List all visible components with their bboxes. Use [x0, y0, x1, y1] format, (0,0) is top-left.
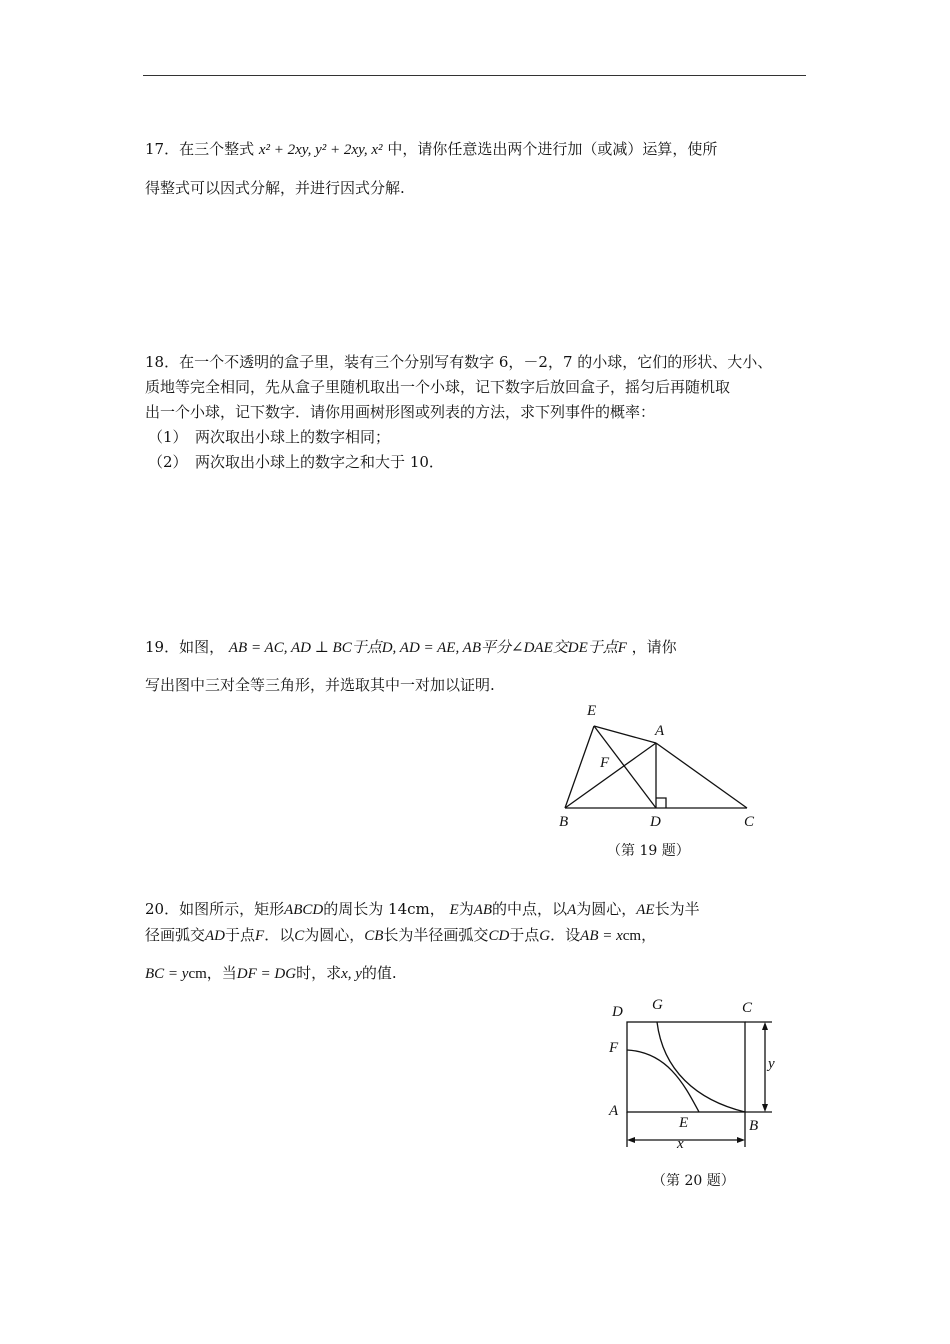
q19-figure	[540, 695, 780, 840]
q20-line2: 径画弧交AD于点F．以C为圆心，CB长为半径画弧交CD于点G．设AB = xcm，	[145, 926, 657, 944]
label-a: A	[609, 1103, 619, 1119]
y-arrow-bottom	[762, 1104, 768, 1112]
q18-line2: 质地等完全相同，先从盒子里随机取出一个小球，记下数字后放回盒子，摇匀后再随机取	[145, 378, 731, 396]
label-e: E	[587, 703, 597, 719]
segment-ac	[656, 743, 747, 808]
q18-line3: 出一个小球，记下数字．请你用画树形图或列表的方法，求下列事件的概率：	[145, 403, 656, 421]
q18-item2: （2） 两次取出小球上的数字之和大于 10．	[148, 453, 444, 471]
right-angle-mark	[656, 798, 666, 808]
label-a: A	[655, 723, 665, 739]
label-d: D	[612, 1004, 623, 1020]
q17-lead: 17．在三个整式	[145, 140, 255, 158]
x-arrow-right	[737, 1137, 745, 1143]
q20-line3: BC = ycm，当DF = DG时，求x, y的值.	[145, 964, 397, 982]
y-arrow-top	[762, 1022, 768, 1030]
label-c: C	[744, 814, 755, 830]
header-rule	[143, 75, 806, 76]
q20-line1: 20．如图所示，矩形ABCD的周长为 14cm， E为AB的中点，以A为圆心，AE长为半	[145, 900, 700, 918]
label-e: E	[679, 1115, 689, 1131]
q17-expression: x² + 2xy, y² + 2xy, x²	[258, 142, 383, 158]
segment-ba	[565, 743, 656, 808]
x-arrow-left	[627, 1137, 635, 1143]
q20-caption: （第 20 题）	[652, 1173, 735, 1189]
q19-tail: ，请你	[631, 638, 677, 656]
q20-figure	[600, 990, 800, 1160]
segment-eb	[565, 726, 594, 808]
rectangle-abcd	[627, 1022, 745, 1112]
label-x: x	[677, 1136, 684, 1152]
q19-lead: 19．如图，	[145, 638, 225, 656]
arc-ef	[627, 1050, 699, 1112]
q18-line1: 18．在一个不透明的盒子里，装有三个分别写有数字 6，－2，7 的小球，它们的形状、大小、	[145, 353, 773, 371]
label-y: y	[768, 1056, 775, 1072]
arc-bg	[657, 1022, 745, 1112]
q17-line2: 得整式可以因式分解，并进行因式分解.	[145, 179, 405, 197]
label-g: G	[652, 997, 663, 1013]
q19-line2: 写出图中三对全等三角形，并选取其中一对加以证明.	[145, 676, 495, 694]
q19-caption: （第 19 题）	[607, 843, 690, 859]
q17-line1	[145, 138, 810, 159]
q18-item1: （1） 两次取出小球上的数字相同；	[148, 428, 391, 446]
label-f: F	[600, 755, 610, 771]
label-b: B	[559, 814, 569, 830]
q19-condition: AB = AC, AD ⊥ BC于点D, AD = AE, AB平分∠DAE交DE于点F	[228, 640, 627, 656]
label-c: C	[742, 1000, 753, 1016]
q19-line1	[145, 636, 810, 657]
label-d: D	[650, 814, 661, 830]
label-b: B	[749, 1118, 759, 1134]
q17-mid: 中，请你任意选出两个进行加（或减）运算，使所	[387, 140, 718, 158]
label-f: F	[609, 1040, 619, 1056]
segment-ea	[594, 726, 656, 743]
